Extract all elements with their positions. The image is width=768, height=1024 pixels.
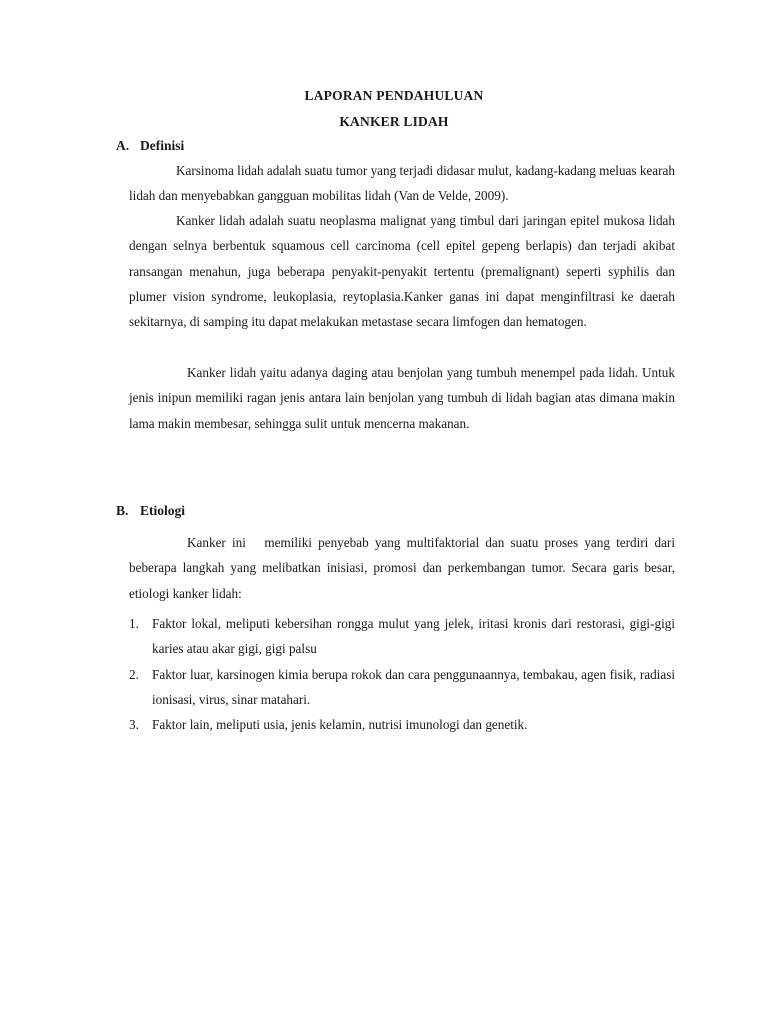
list-item-text: Faktor lain, meliputi usia, jenis kelamin, nutrisi imunologi dan genetik.	[152, 717, 528, 733]
definisi-paragraph-2: Kanker lidah adalah suatu neoplasma malignat yang timbul dari jaringan epitel mukosa lidah dengan selnya berbentuk squamous cell carcinoma (cell epitel gepeng berlapis) dan terjadi akibat ransangan menahun, juga beberapa penyakit-penyakit tertentu (premalignant) seperti syphilis dan plumer vision syndrome, leukoplasia, reytoplasia.Kanker ganas ini dapat menginfiltrasi ke daerah sekitarnya, di samping itu dapat melakukan metastase secara limfogen dan hematogen.	[129, 213, 675, 330]
section-a-title: Definisi	[140, 138, 185, 153]
list-item-text: Faktor luar, karsinogen kimia berupa rokok dan cara penggunaannya, tembakau, agen fisik, radiasi ionisasi, virus, sinar matahari.	[152, 666, 675, 707]
list-item-text: Faktor lokal, meliputi kebersihan rongga mulut yang jelek, iritasi kronis dari restorasi, gigi-gigi karies atau akar gigi, gigi palsu	[152, 616, 675, 657]
document-subtitle: KANKER LIDAH	[339, 114, 449, 129]
list-item	[129, 662, 675, 713]
list-item	[129, 611, 675, 662]
list-item	[129, 712, 675, 737]
etiologi-intro-paragraph: Kanker ini memiliki penyebab yang multifaktorial dan suatu proses yang terdiri dari beberapa langkah yang melibatkan inisiasi, promosi dan perkembangan tumor. Secara garis besar, etiologi kanker lidah:	[129, 535, 679, 601]
list-item-number: 2.	[129, 666, 139, 682]
list-item-number: 3.	[129, 717, 139, 733]
list-item-number: 1.	[129, 616, 139, 631]
document-title: LAPORAN PENDAHULUAN	[304, 88, 484, 103]
definisi-paragraph-1: Karsinoma lidah adalah suatu tumor yang terjadi didasar mulut, kadang-kadang meluas kearah lidah dan menyebabkan gangguan mobilitas lidah (Van de Velde, 2009).	[129, 163, 675, 204]
section-b-title: Etiologi	[140, 503, 186, 518]
section-a-letter: A.	[116, 138, 130, 153]
definisi-paragraph-3: Kanker lidah yaitu adanya daging atau benjolan yang tumbuh menempel pada lidah. Untuk jenis inipun memiliki ragan jenis antara lain benjolan yang tumbuh di lidah bagian atas dimana makin lama makin membesar, sehingga sulit untuk mencerna makanan.	[129, 365, 675, 431]
section-b-letter: B.	[116, 503, 129, 518]
section-a-heading	[116, 138, 184, 154]
section-b-heading	[116, 503, 185, 519]
etiologi-factor-list	[129, 611, 675, 737]
